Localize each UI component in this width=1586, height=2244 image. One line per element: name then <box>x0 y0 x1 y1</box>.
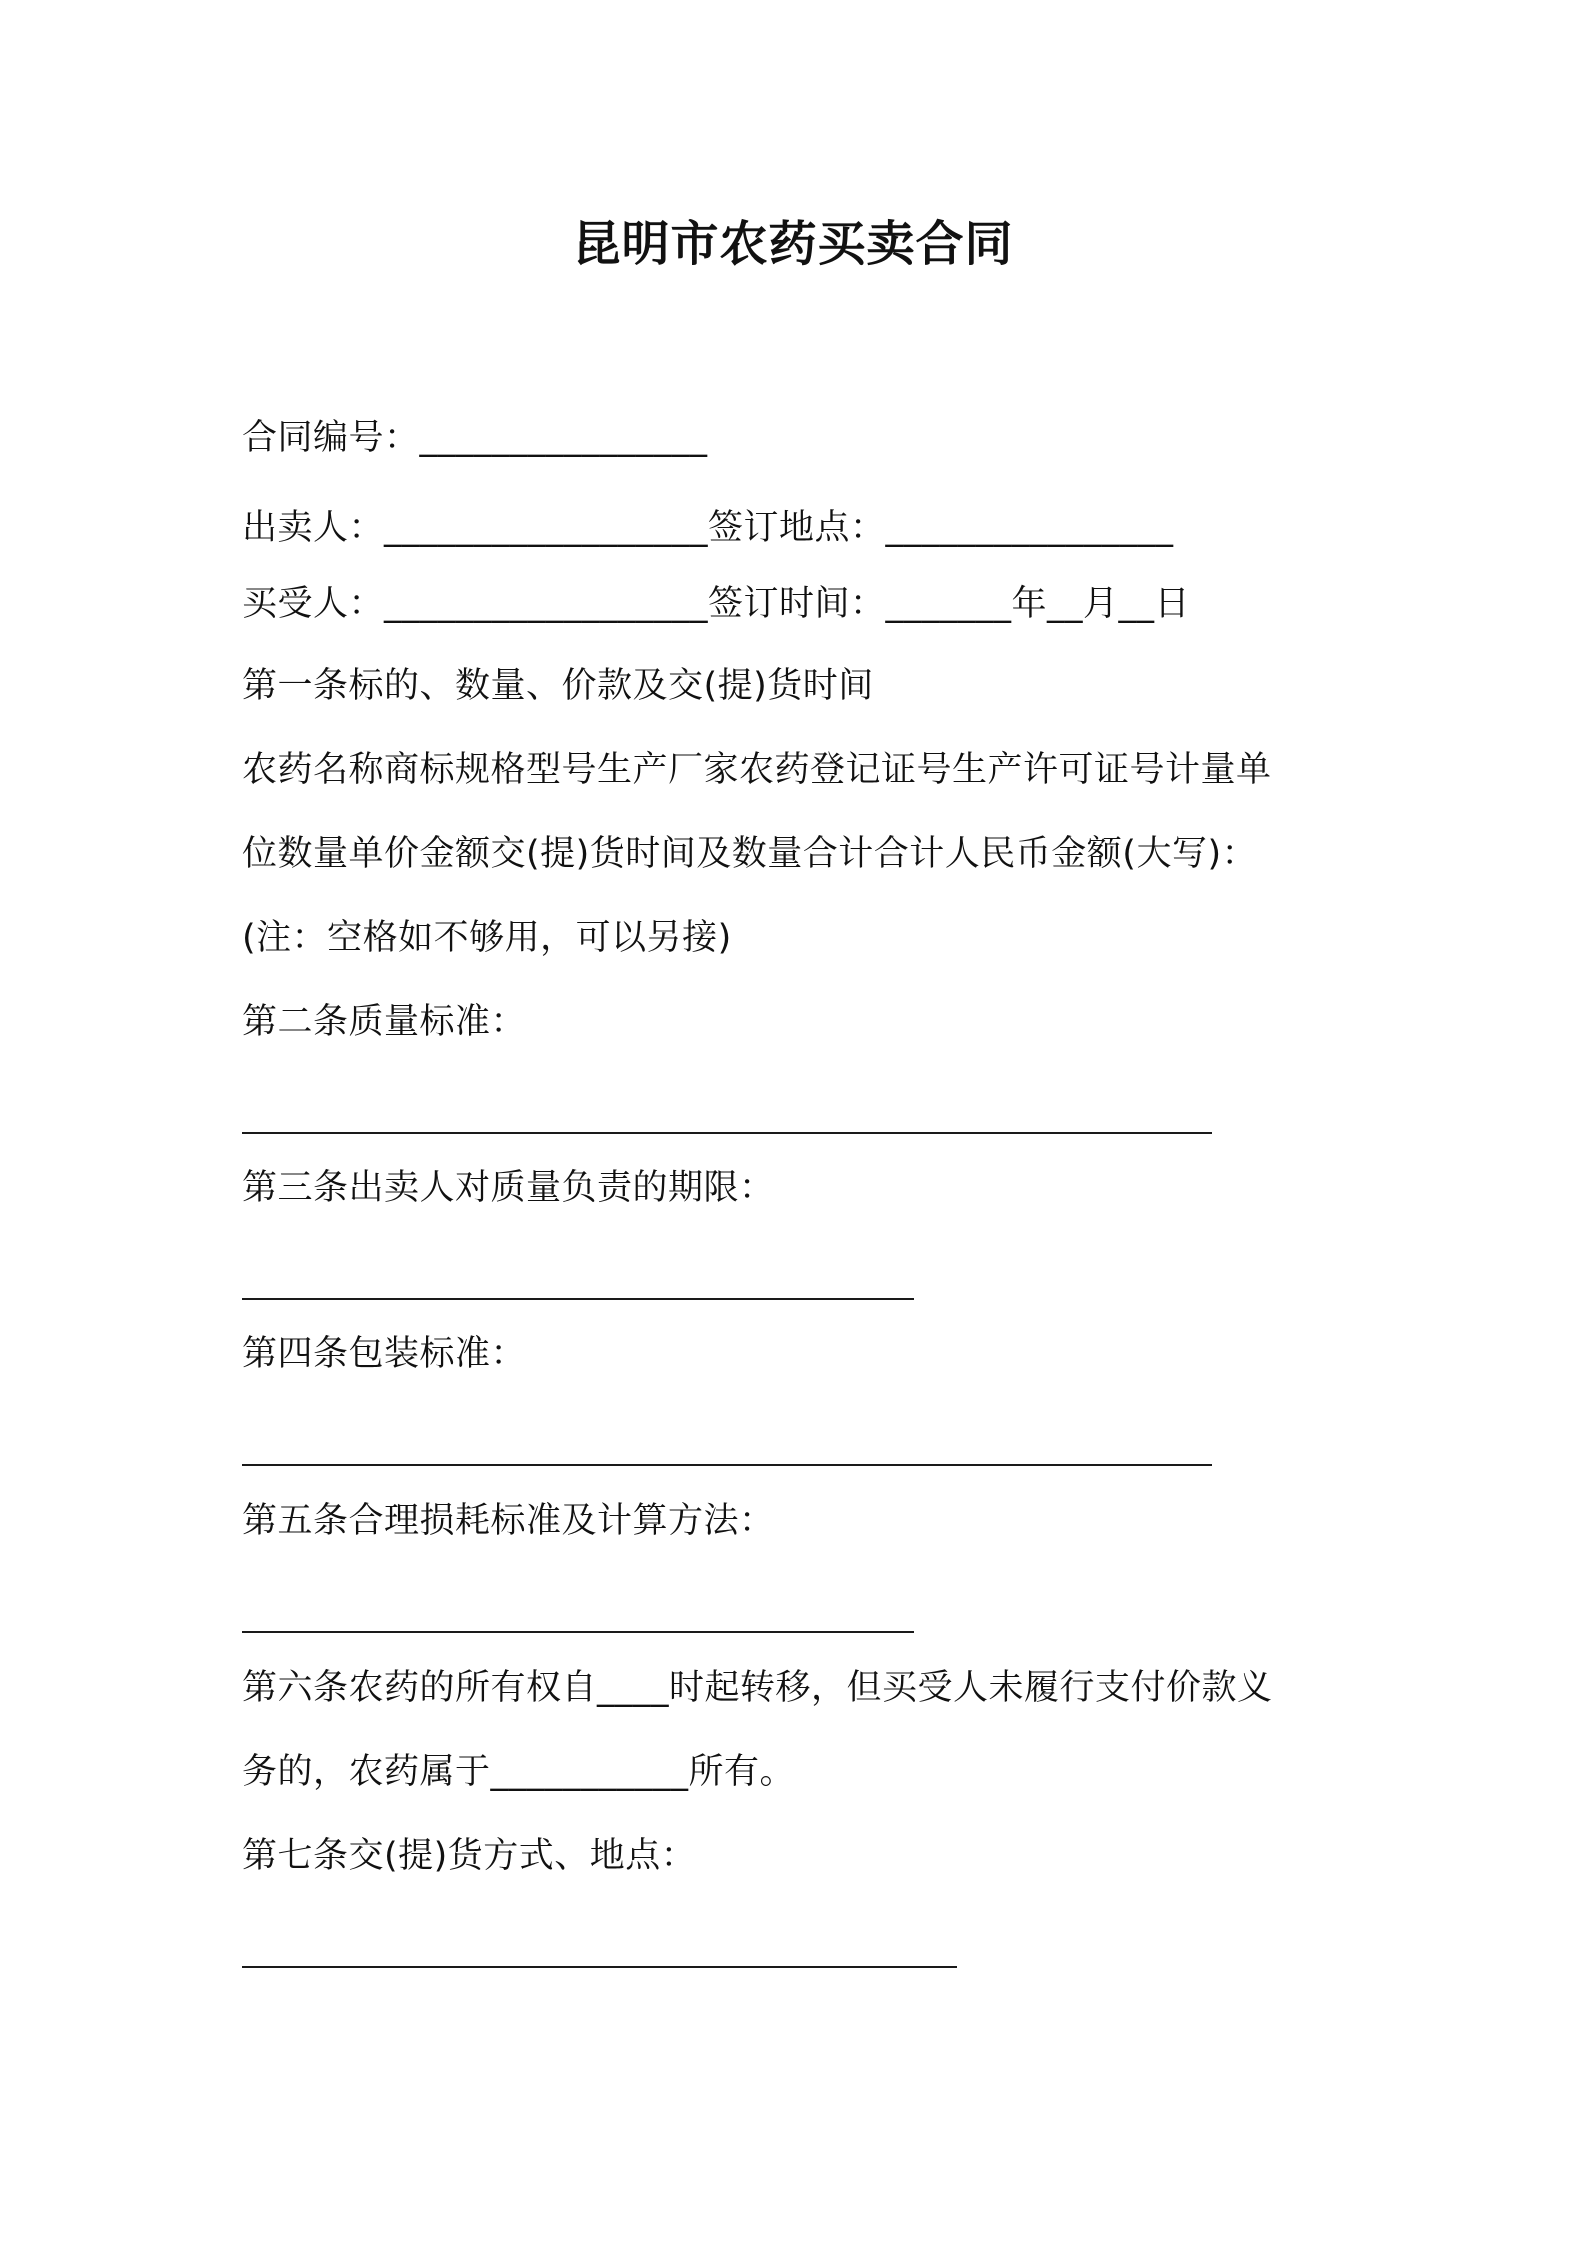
article-1-heading: 第一条标的、数量、价款及交(提)货时间 <box>242 666 874 706</box>
article-4-blank-line <box>242 1464 1212 1466</box>
buyer-line: 买受人：__________________签订时间：_______年__月__日 <box>242 584 1191 624</box>
article-6-line-2: 务的，农药属于___________所有。 <box>242 1752 796 1792</box>
article-5-heading: 第五条合理损耗标准及计算方法： <box>242 1501 775 1541</box>
article-5-blank-line <box>242 1631 914 1633</box>
article-2-blank-line <box>242 1132 1212 1134</box>
article-7-heading: 第七条交(提)货方式、地点： <box>242 1836 697 1876</box>
article-1-body-line-1: 农药名称商标规格型号生产厂家农药登记证号生产许可证号计量单 <box>242 750 1272 790</box>
article-3-blank-line <box>242 1298 914 1300</box>
article-3-heading: 第三条出卖人对质量负责的期限： <box>242 1168 775 1208</box>
contract-number-line: 合同编号：________________ <box>242 418 708 458</box>
article-1-note: (注：空格如不够用，可以另接) <box>242 918 732 958</box>
seller-line: 出卖人：__________________签订地点：________________ <box>242 508 1174 548</box>
page-title: 昆明市农药买卖合同 <box>572 216 1014 272</box>
article-7-blank-line <box>242 1966 957 1968</box>
article-2-heading: 第二条质量标准： <box>242 1002 527 1042</box>
article-1-body-line-2: 位数量单价金额交(提)货时间及数量合计合计人民币金额(大写)： <box>242 834 1258 874</box>
article-6-line-1: 第六条农药的所有权自____时起转移，但买受人未履行支付价款义 <box>242 1668 1273 1708</box>
article-4-heading: 第四条包装标准： <box>242 1334 527 1374</box>
